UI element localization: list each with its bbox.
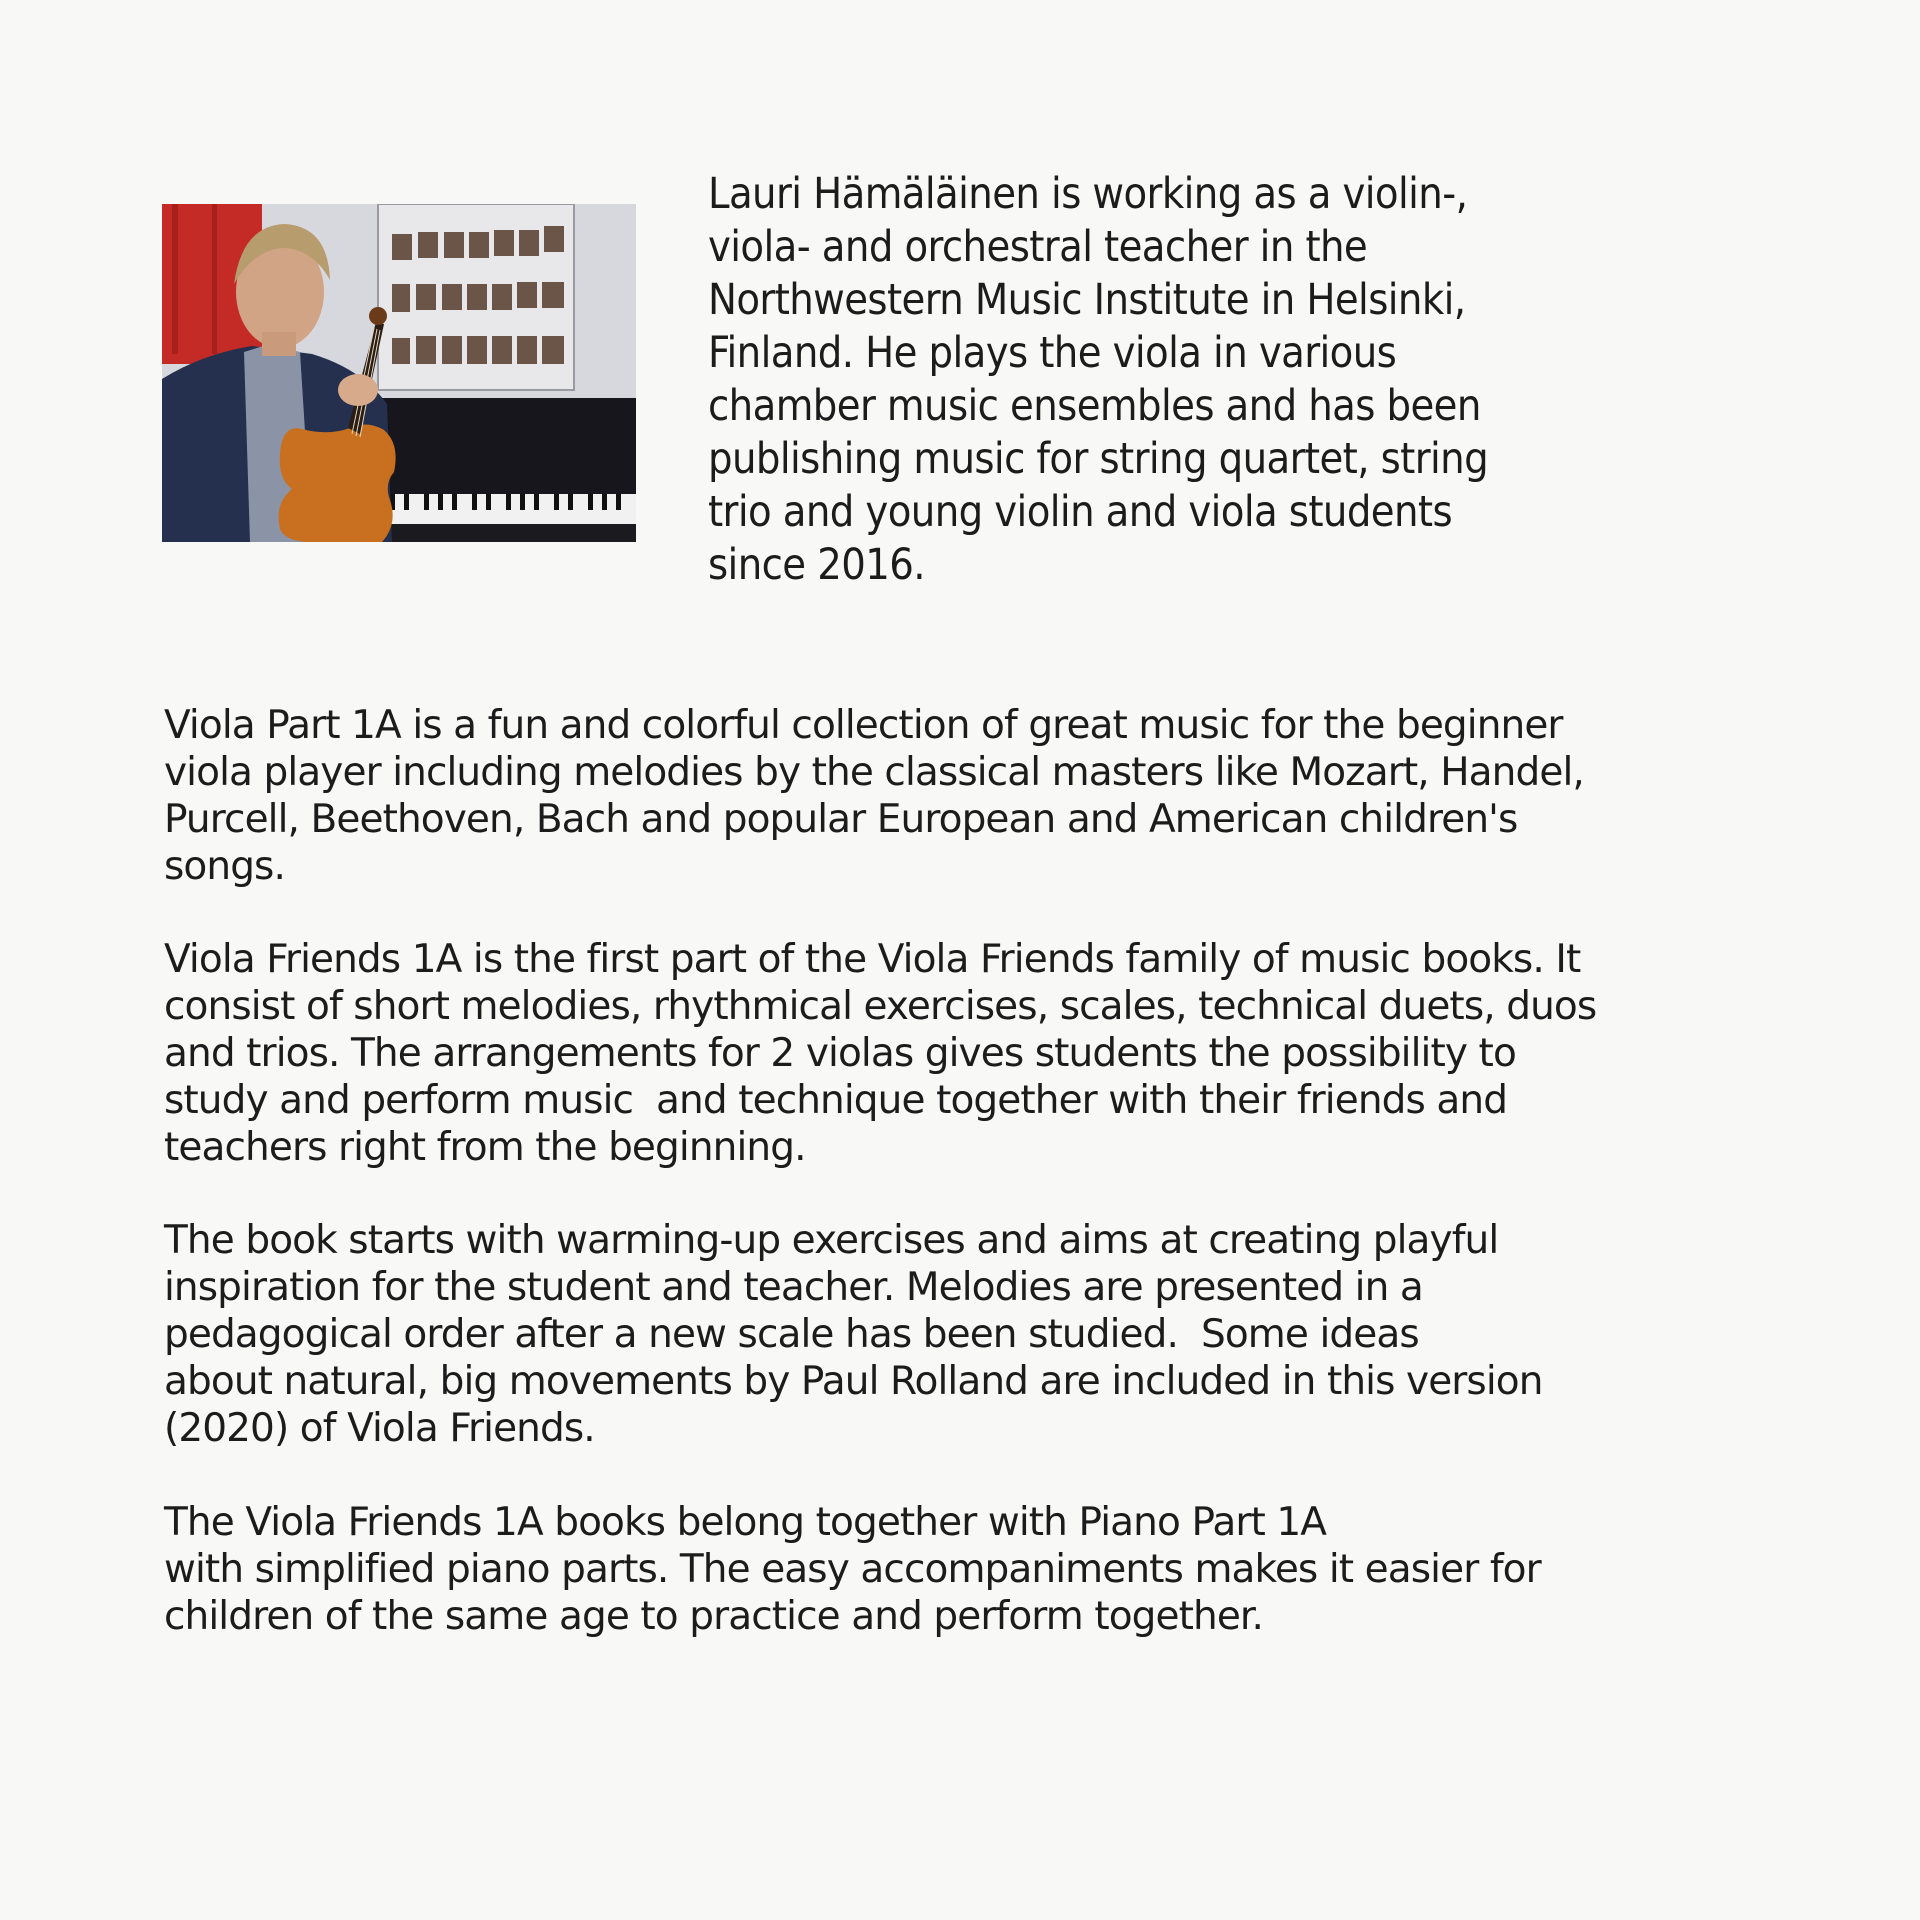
paragraph-line: songs. <box>164 844 285 889</box>
bio-line: publishing music for string quartet, string <box>708 434 1489 484</box>
description-paragraph-viola-friends <box>164 936 1804 1171</box>
paragraph-line: children of the same age to practice and perform together. <box>164 1594 1263 1639</box>
author-photo <box>162 204 636 542</box>
paragraph-line: viola player including melodies by the classical masters like Mozart, Handel, <box>164 750 1584 795</box>
paragraph-line: Purcell, Beethoven, Bach and popular European and American children's <box>164 797 1518 842</box>
paragraph-line: with simplified piano parts. The easy accompaniments makes it easier for <box>164 1547 1541 1592</box>
paragraph-line: (2020) of Viola Friends. <box>164 1406 595 1451</box>
bio-line: viola- and orchestral teacher in the <box>708 222 1368 272</box>
bio-line: Finland. He plays the viola in various <box>708 328 1397 378</box>
paragraph-line: pedagogical order after a new scale has been studied. Some ideas <box>164 1312 1419 1357</box>
paragraph-line: and trios. The arrangements for 2 violas gives students the possibility to <box>164 1031 1516 1076</box>
paragraph-line: inspiration for the student and teacher. Melodies are presented in a <box>164 1265 1423 1310</box>
paragraph-line: study and perform music and technique together with their friends and <box>164 1078 1508 1123</box>
paragraph-line: The book starts with warming-up exercises and aims at creating playful <box>164 1218 1499 1263</box>
author-photo-illustration <box>162 204 636 542</box>
bio-line: since 2016. <box>708 540 925 590</box>
paragraph-line: Viola Part 1A is a fun and colorful collection of great music for the beginner <box>164 703 1563 748</box>
paragraph-line: consist of short melodies, rhythmical exercises, scales, technical duets, duos <box>164 984 1597 1029</box>
bio-line: trio and young violin and viola students <box>708 487 1453 537</box>
paragraph-line: Viola Friends 1A is the first part of the Viola Friends family of music books. It <box>164 937 1581 982</box>
bio-line: Northwestern Music Institute in Helsinki, <box>708 275 1466 325</box>
bio-line: chamber music ensembles and has been <box>708 381 1481 431</box>
description-paragraph-book-contents <box>164 1217 1804 1452</box>
description-paragraph-piano-part <box>164 1499 1804 1640</box>
bio-line: Lauri Hämäläinen is working as a violin-, <box>708 169 1468 219</box>
paragraph-line: about natural, big movements by Paul Rolland are included in this version <box>164 1359 1543 1404</box>
paragraph-line: The Viola Friends 1A books belong together with Piano Part 1A <box>164 1500 1327 1545</box>
description-paragraph-viola-part <box>164 702 1804 890</box>
author-bio <box>708 168 1748 592</box>
paragraph-line: teachers right from the beginning. <box>164 1125 806 1170</box>
